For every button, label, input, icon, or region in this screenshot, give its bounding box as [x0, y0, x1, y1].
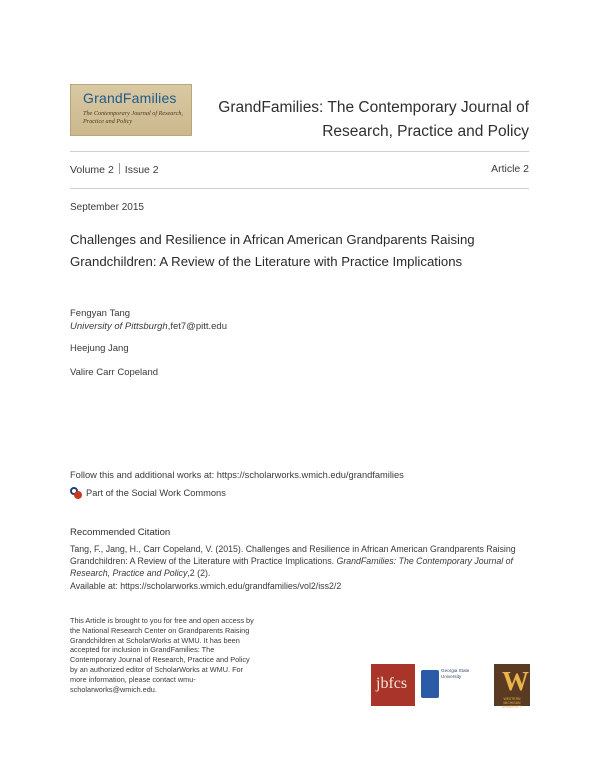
- gsu-text: Georgia State University: [441, 668, 470, 679]
- oa-line[interactable]: scholarworks@wmich.edu.: [70, 684, 157, 694]
- gsu-mark-icon: [421, 670, 439, 698]
- oa-line: the National Research Center on Grandparents Raising: [70, 625, 250, 635]
- journal-title[interactable]: [199, 96, 529, 144]
- author-name: Fengyan Tang: [70, 308, 131, 319]
- citation-text: [70, 543, 530, 580]
- author-name: Valire Carr Copeland: [70, 367, 159, 378]
- journal-logo[interactable]: [70, 84, 192, 136]
- citation-journal: GrandFamilies: The Contemporary Journal of Research, Practice and Policy: [70, 556, 513, 579]
- logo-name: GrandFamilies: [83, 90, 177, 106]
- issue-link[interactable]: Issue 2: [124, 164, 159, 176]
- follow-prefix: Follow this and additional works at:: [70, 470, 217, 480]
- author-email[interactable]: fet7@pitt.edu: [170, 321, 227, 332]
- issue-separator: [119, 163, 120, 174]
- author-institution: University of Pittsburgh: [70, 321, 168, 332]
- oa-line: This Article is brought to you for free and open access by: [70, 616, 254, 625]
- part-of-line: [70, 487, 226, 499]
- journal-title-line-1: GrandFamilies: The Contemporary Journal of: [218, 99, 529, 116]
- citation-authors-title: Tang, F., Jang, H., Carr Copeland, V. (2015). Challenges and Resilience in African American Grandparents Raising Grandchildren: A Review of the Literature with Practice Implications.: [70, 544, 516, 567]
- oa-line: Grandchildren at ScholarWorks at WMU. It has been: [70, 635, 240, 645]
- divider-top: [70, 151, 529, 152]
- author-affiliation: University of Pittsburgh,fet7@pitt.edu: [70, 321, 227, 332]
- available-prefix: Available at:: [70, 581, 121, 591]
- logo-subtitle: The Contemporary Journal of Research, Practice and Policy: [83, 110, 183, 125]
- author-name: Heejung Jang: [70, 343, 129, 354]
- follow-line: [70, 470, 404, 480]
- social-work-commons-link[interactable]: Social Work Commons: [131, 488, 226, 498]
- open-access-note: [70, 616, 300, 694]
- follow-url-link[interactable]: https://scholarworks.wmich.edu/grandfamilies: [216, 470, 404, 480]
- journal-title-line-2: Research, Practice and Policy: [322, 123, 529, 140]
- divider-bottom: [70, 188, 529, 189]
- article-number: Article 2: [491, 163, 529, 175]
- issue-line: [70, 163, 159, 176]
- citation-volume: ,2 (2).: [187, 568, 211, 579]
- citation-heading: Recommended Citation: [70, 527, 171, 538]
- article-title: Challenges and Resilience in African American Grandparents Raising Grandchildren: A Review of the Literature with Practice Implications: [70, 232, 475, 269]
- wmu-mark: W: [502, 666, 529, 696]
- oa-line: accepted for inclusion in GrandFamilies: The: [70, 645, 215, 655]
- oa-line: more information, please contact wmu-: [70, 674, 196, 684]
- available-at: [70, 581, 341, 591]
- oa-line: Contemporary Journal of Research, Practice and Policy: [70, 655, 250, 665]
- wmu-text: WESTERN MICHIGAN UNIVERSITY: [501, 697, 523, 709]
- wmu-logo[interactable]: [494, 664, 530, 709]
- volume-link[interactable]: Volume 2: [70, 164, 114, 176]
- publication-date: September 2015: [70, 202, 144, 213]
- oa-line: by an authorized editor of ScholarWorks at WMU. For: [70, 664, 244, 674]
- part-of-prefix: Part of the: [86, 488, 132, 498]
- network-commons-icon: [70, 487, 82, 499]
- jbfcs-logo[interactable]: [371, 664, 415, 706]
- jbfcs-text: jbfcs: [376, 675, 408, 692]
- available-url-link[interactable]: https://scholarworks.wmich.edu/grandfamilies/vol2/iss2/2: [120, 581, 342, 591]
- gsu-logo[interactable]: [419, 664, 489, 706]
